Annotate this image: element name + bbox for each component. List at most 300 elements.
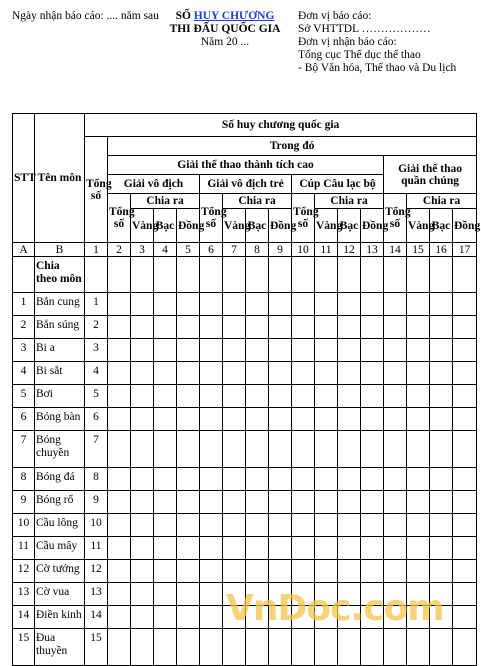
row-value-cell[interactable] — [177, 385, 200, 408]
row-value-cell[interactable] — [407, 583, 430, 606]
table-row — [13, 514, 477, 537]
row-stt: 4 — [13, 362, 35, 385]
column-index-cell: 9 — [269, 243, 292, 257]
table-row — [13, 560, 477, 583]
row-value-cell[interactable] — [108, 583, 131, 606]
row-value-cell[interactable] — [361, 293, 384, 316]
row-value-cell[interactable] — [292, 293, 315, 316]
title-link-huy-chuong[interactable]: HUY CHƯƠNG — [193, 10, 275, 22]
row-value-cell[interactable] — [177, 491, 200, 514]
column-index-cell: 12 — [338, 243, 361, 257]
column-index-cell: 14 — [384, 243, 407, 257]
row-value-cell[interactable] — [361, 537, 384, 560]
header-qc-bac: Bạc — [430, 209, 453, 243]
row-value-cell[interactable] — [108, 339, 131, 362]
row-value-cell[interactable] — [292, 468, 315, 491]
header-qc-vang: Vàng — [407, 209, 430, 243]
row-value-cell[interactable] — [269, 385, 292, 408]
row-value-cell[interactable] — [246, 431, 269, 468]
row-value-cell[interactable] — [269, 606, 292, 629]
row-value-cell[interactable] — [177, 560, 200, 583]
row-value-cell[interactable] — [223, 583, 246, 606]
row-value-cell[interactable] — [407, 362, 430, 385]
row-value-cell[interactable] — [154, 385, 177, 408]
row-value-cell[interactable] — [315, 362, 338, 385]
row-value-cell[interactable] — [292, 385, 315, 408]
row-sport-name: Điền kinh — [35, 606, 85, 629]
row-value-cell[interactable] — [407, 606, 430, 629]
row-value-cell[interactable] — [154, 629, 177, 666]
row-value-cell[interactable] — [384, 468, 407, 491]
row-value-cell[interactable] — [177, 408, 200, 431]
row-value-cell[interactable] — [246, 583, 269, 606]
row-sport-name: Cầu mây — [35, 537, 85, 560]
row-value-cell[interactable] — [430, 629, 453, 666]
row-value-cell[interactable] — [177, 514, 200, 537]
row-value-cell[interactable] — [200, 468, 223, 491]
row-value-cell[interactable] — [200, 293, 223, 316]
row-value-cell[interactable] — [223, 606, 246, 629]
row-value-cell[interactable] — [154, 316, 177, 339]
row-value-cell[interactable] — [453, 362, 477, 385]
row-value-cell[interactable] — [292, 583, 315, 606]
row-sport-name: Cờ tướng — [35, 560, 85, 583]
row-value-cell[interactable] — [430, 408, 453, 431]
row-value-cell[interactable] — [223, 431, 246, 468]
row-value-cell[interactable] — [292, 339, 315, 362]
column-index-cell: 5 — [177, 243, 200, 257]
row-value-cell[interactable] — [131, 583, 154, 606]
row-value-cell[interactable] — [108, 606, 131, 629]
row-value-cell[interactable] — [453, 385, 477, 408]
row-value-cell[interactable] — [154, 514, 177, 537]
row-value-cell[interactable] — [315, 339, 338, 362]
row-stt: 3 — [13, 339, 35, 362]
row-value-cell[interactable] — [338, 468, 361, 491]
row-value-cell[interactable] — [338, 491, 361, 514]
row-value-cell[interactable] — [246, 491, 269, 514]
header-vdt-tong-so: Tổng số — [200, 194, 223, 243]
row-value-cell[interactable] — [361, 468, 384, 491]
row-sport-name: Bóng bàn — [35, 408, 85, 431]
row-value-cell[interactable] — [407, 491, 430, 514]
table-row — [13, 362, 477, 385]
row-value-cell[interactable] — [453, 339, 477, 362]
row-value-cell[interactable] — [361, 583, 384, 606]
row-value-cell[interactable] — [338, 514, 361, 537]
row-value-cell[interactable] — [154, 537, 177, 560]
row-value-cell[interactable] — [315, 431, 338, 468]
row-stt: 13 — [13, 583, 35, 606]
row-value-cell[interactable] — [108, 362, 131, 385]
row-value-cell[interactable] — [154, 293, 177, 316]
row-value-cell[interactable] — [269, 339, 292, 362]
row-value-cell[interactable] — [223, 339, 246, 362]
row-value-cell[interactable] — [430, 362, 453, 385]
row-value-cell[interactable] — [384, 583, 407, 606]
row-value-cell[interactable] — [384, 560, 407, 583]
row-value-cell[interactable] — [108, 408, 131, 431]
row-value-cell[interactable] — [246, 560, 269, 583]
reporting-units — [298, 10, 473, 75]
row-value-cell[interactable] — [177, 431, 200, 468]
row-value-cell[interactable] — [361, 385, 384, 408]
row-value-cell[interactable] — [384, 385, 407, 408]
row-value-cell[interactable] — [292, 362, 315, 385]
row-value-cell[interactable] — [361, 560, 384, 583]
row-value-cell[interactable] — [338, 583, 361, 606]
row-value-cell[interactable] — [407, 293, 430, 316]
receiving-unit-label: Đơn vị nhận báo cáo: — [298, 36, 397, 48]
row-value-cell[interactable] — [453, 293, 477, 316]
header-cup-bac: Bạc — [338, 209, 361, 243]
row-value-cell[interactable] — [246, 385, 269, 408]
row-value-cell[interactable] — [361, 316, 384, 339]
row-value-cell[interactable] — [361, 629, 384, 666]
row-value-cell[interactable] — [384, 629, 407, 666]
row-stt: 7 — [13, 431, 35, 468]
row-value-cell[interactable] — [384, 362, 407, 385]
row-value-cell[interactable] — [246, 537, 269, 560]
row-value-cell[interactable] — [131, 385, 154, 408]
row-value-cell[interactable] — [131, 293, 154, 316]
row-value-cell[interactable] — [315, 537, 338, 560]
row-value-cell[interactable] — [384, 606, 407, 629]
row-value-cell[interactable] — [338, 293, 361, 316]
row-value-cell[interactable] — [131, 362, 154, 385]
row-value-cell[interactable] — [108, 468, 131, 491]
row-value-cell[interactable] — [246, 339, 269, 362]
row-value-cell[interactable] — [177, 606, 200, 629]
row-value-cell[interactable] — [108, 537, 131, 560]
row-value-cell[interactable] — [407, 468, 430, 491]
header-qc-chia-ra: Chia ra — [407, 194, 477, 209]
row-value-cell[interactable] — [292, 629, 315, 666]
table-row — [13, 431, 477, 468]
row-value-cell[interactable] — [269, 560, 292, 583]
row-value-cell[interactable] — [430, 316, 453, 339]
row-value-cell[interactable] — [338, 408, 361, 431]
row-value-cell[interactable] — [430, 385, 453, 408]
header-vd-bac: Bạc — [154, 209, 177, 243]
row-value-cell[interactable] — [246, 316, 269, 339]
row-value-cell[interactable] — [269, 491, 292, 514]
row-value-cell[interactable] — [384, 537, 407, 560]
row-value-cell[interactable] — [407, 560, 430, 583]
row-value-cell[interactable] — [338, 316, 361, 339]
row-value-cell[interactable] — [177, 316, 200, 339]
row-value-cell[interactable] — [453, 316, 477, 339]
row-value-cell[interactable] — [223, 385, 246, 408]
row-value-cell[interactable] — [315, 293, 338, 316]
row-value-cell[interactable] — [407, 339, 430, 362]
row-value-cell[interactable] — [361, 339, 384, 362]
row-value-cell[interactable] — [200, 431, 223, 468]
row-stt: 9 — [13, 491, 35, 514]
row-value-cell[interactable] — [338, 362, 361, 385]
row-value-cell[interactable] — [154, 408, 177, 431]
row-value-cell[interactable] — [200, 408, 223, 431]
column-index-cell: 1 — [85, 243, 108, 257]
row-value-cell[interactable] — [223, 362, 246, 385]
row-value-cell[interactable] — [177, 629, 200, 666]
row-value-cell[interactable] — [315, 491, 338, 514]
receiving-unit-2: - Bộ Văn hóa, Thể thao và Du lịch — [298, 62, 457, 74]
row-value-cell[interactable] — [269, 293, 292, 316]
row-value-cell[interactable] — [384, 514, 407, 537]
row-value-cell[interactable] — [430, 583, 453, 606]
row-value-cell[interactable] — [315, 316, 338, 339]
row-value-cell[interactable] — [269, 408, 292, 431]
row-value-cell[interactable] — [269, 316, 292, 339]
row-value-cell[interactable] — [223, 537, 246, 560]
row-value-cell[interactable] — [269, 583, 292, 606]
row-value-cell[interactable] — [177, 362, 200, 385]
row-value-cell[interactable] — [407, 316, 430, 339]
row-value-cell[interactable] — [269, 537, 292, 560]
row-value-cell[interactable] — [200, 385, 223, 408]
table-row — [13, 583, 477, 606]
row-value-cell[interactable] — [407, 408, 430, 431]
row-value-cell[interactable] — [430, 514, 453, 537]
row-value-cell[interactable] — [200, 316, 223, 339]
row-value-cell[interactable] — [338, 385, 361, 408]
row-value-cell[interactable] — [200, 339, 223, 362]
row-value-cell[interactable] — [269, 629, 292, 666]
row-value-cell[interactable] — [453, 560, 477, 583]
row-value-cell[interactable] — [407, 385, 430, 408]
row-value-cell[interactable] — [338, 537, 361, 560]
row-value-cell[interactable] — [246, 514, 269, 537]
row-value-cell[interactable] — [223, 560, 246, 583]
row-value-cell[interactable] — [315, 629, 338, 666]
row-value-cell[interactable] — [315, 560, 338, 583]
row-value-cell[interactable] — [131, 560, 154, 583]
row-value-cell[interactable] — [292, 560, 315, 583]
row-value-cell[interactable] — [269, 514, 292, 537]
header-trong-do: Trong đó — [108, 137, 477, 156]
row-sport-name: Bóng đá — [35, 468, 85, 491]
row-value-cell[interactable] — [177, 468, 200, 491]
row-value-cell[interactable] — [108, 293, 131, 316]
row-value-cell[interactable] — [200, 491, 223, 514]
row-value-cell[interactable] — [154, 431, 177, 468]
row-value-cell[interactable] — [338, 560, 361, 583]
row-value-cell[interactable] — [108, 431, 131, 468]
row-sport-name: Đua thuyền — [35, 629, 85, 666]
row-value-cell[interactable] — [200, 537, 223, 560]
row-sport-name: Bi sắt — [35, 362, 85, 385]
row-value-cell[interactable] — [108, 629, 131, 666]
row-value-cell[interactable] — [407, 629, 430, 666]
row-value-cell[interactable] — [108, 385, 131, 408]
row-stt: 8 — [13, 468, 35, 491]
row-value-cell[interactable] — [453, 468, 477, 491]
row-value-cell[interactable] — [223, 316, 246, 339]
row-value-cell[interactable] — [361, 606, 384, 629]
row-value-cell[interactable] — [384, 408, 407, 431]
row-value-cell[interactable] — [269, 362, 292, 385]
row-value-cell[interactable] — [338, 431, 361, 468]
row-value-cell[interactable] — [246, 362, 269, 385]
row-value-cell[interactable] — [154, 606, 177, 629]
header-quan-chung: Giải thể thao quần chúng — [384, 156, 477, 194]
row-value-cell[interactable] — [361, 362, 384, 385]
row-value-cell[interactable] — [131, 537, 154, 560]
row-value-cell[interactable] — [453, 537, 477, 560]
row-value-cell[interactable] — [154, 339, 177, 362]
row-value-cell[interactable] — [338, 339, 361, 362]
row-value-cell[interactable] — [361, 431, 384, 468]
header-tong-so: Tổng số — [85, 137, 108, 243]
row-value-cell[interactable] — [292, 431, 315, 468]
title-prefix: SỐ — [175, 10, 191, 22]
column-index-cell: 17 — [453, 243, 477, 257]
row-value-cell[interactable] — [292, 514, 315, 537]
row-value-cell[interactable] — [384, 491, 407, 514]
row-value-cell[interactable] — [292, 606, 315, 629]
row-value-cell[interactable] — [269, 468, 292, 491]
header-ten-mon: Tên môn — [35, 114, 85, 243]
row-value-cell[interactable] — [154, 362, 177, 385]
row-value-cell[interactable] — [246, 629, 269, 666]
row-value-cell[interactable] — [223, 408, 246, 431]
row-value-cell[interactable] — [453, 583, 477, 606]
row-value-cell[interactable] — [315, 468, 338, 491]
row-value-cell[interactable] — [108, 491, 131, 514]
row-value-cell[interactable] — [407, 431, 430, 468]
row-value-cell[interactable] — [200, 362, 223, 385]
row-value-cell[interactable] — [292, 408, 315, 431]
row-value-cell[interactable] — [430, 468, 453, 491]
row-code: 11 — [85, 537, 108, 560]
row-value-cell[interactable] — [223, 293, 246, 316]
row-value-cell[interactable] — [315, 514, 338, 537]
row-value-cell[interactable] — [108, 560, 131, 583]
medal-table — [12, 113, 481, 666]
row-value-cell[interactable] — [384, 339, 407, 362]
row-value-cell[interactable] — [384, 431, 407, 468]
row-value-cell[interactable] — [131, 514, 154, 537]
row-value-cell[interactable] — [453, 408, 477, 431]
row-value-cell[interactable] — [177, 339, 200, 362]
row-value-cell[interactable] — [108, 514, 131, 537]
row-value-cell[interactable] — [131, 431, 154, 468]
row-value-cell[interactable] — [430, 293, 453, 316]
row-value-cell[interactable] — [177, 537, 200, 560]
row-value-cell[interactable] — [200, 583, 223, 606]
row-value-cell[interactable] — [177, 293, 200, 316]
column-index-cell: 8 — [246, 243, 269, 257]
row-value-cell[interactable] — [453, 514, 477, 537]
row-value-cell[interactable] — [200, 629, 223, 666]
row-value-cell[interactable] — [246, 408, 269, 431]
row-value-cell[interactable] — [154, 468, 177, 491]
table-row — [13, 385, 477, 408]
row-value-cell[interactable] — [292, 537, 315, 560]
row-value-cell[interactable] — [315, 606, 338, 629]
header-vd-tong-so: Tổng số — [108, 194, 131, 243]
row-value-cell[interactable] — [453, 431, 477, 468]
row-value-cell[interactable] — [361, 514, 384, 537]
row-value-cell[interactable] — [430, 560, 453, 583]
row-value-cell[interactable] — [315, 408, 338, 431]
row-stt: 14 — [13, 606, 35, 629]
row-value-cell[interactable] — [453, 629, 477, 666]
row-value-cell[interactable] — [430, 537, 453, 560]
row-value-cell[interactable] — [292, 316, 315, 339]
row-value-cell[interactable] — [453, 606, 477, 629]
header-vdt-bac: Bạc — [246, 209, 269, 243]
row-value-cell[interactable] — [430, 431, 453, 468]
row-value-cell[interactable] — [338, 629, 361, 666]
row-value-cell[interactable] — [223, 629, 246, 666]
row-value-cell[interactable] — [453, 491, 477, 514]
row-value-cell[interactable] — [223, 514, 246, 537]
row-value-cell[interactable] — [407, 537, 430, 560]
row-value-cell[interactable] — [131, 606, 154, 629]
row-value-cell[interactable] — [223, 468, 246, 491]
row-code: 13 — [85, 583, 108, 606]
row-value-cell[interactable] — [131, 491, 154, 514]
row-value-cell[interactable] — [131, 316, 154, 339]
row-value-cell[interactable] — [154, 560, 177, 583]
table-row — [13, 339, 477, 362]
column-index-cell: 10 — [292, 243, 315, 257]
row-value-cell[interactable] — [384, 293, 407, 316]
row-sport-name: Bi a — [35, 339, 85, 362]
row-code: 14 — [85, 606, 108, 629]
column-index-cell: 13 — [361, 243, 384, 257]
row-code: 5 — [85, 385, 108, 408]
column-index-cell: 15 — [407, 243, 430, 257]
row-stt: 15 — [13, 629, 35, 666]
row-value-cell[interactable] — [430, 491, 453, 514]
row-value-cell[interactable] — [361, 491, 384, 514]
header-giai-vo-dich: Giải vô địch — [108, 175, 200, 194]
row-value-cell[interactable] — [430, 606, 453, 629]
row-value-cell[interactable] — [223, 491, 246, 514]
row-value-cell[interactable] — [154, 583, 177, 606]
row-value-cell[interactable] — [200, 514, 223, 537]
row-value-cell[interactable] — [246, 606, 269, 629]
row-value-cell[interactable] — [292, 491, 315, 514]
row-value-cell[interactable] — [131, 468, 154, 491]
reporting-unit-label: Đơn vị báo cáo: — [298, 10, 372, 22]
header-cup-tong-so: Tổng số — [292, 194, 315, 243]
reporting-unit-value: Sở VHTTDL ……………… — [298, 23, 431, 35]
row-value-cell[interactable] — [269, 431, 292, 468]
row-value-cell[interactable] — [430, 339, 453, 362]
row-value-cell[interactable] — [315, 385, 338, 408]
row-value-cell[interactable] — [200, 606, 223, 629]
row-value-cell[interactable] — [361, 408, 384, 431]
row-value-cell[interactable] — [131, 408, 154, 431]
row-value-cell[interactable] — [338, 606, 361, 629]
row-value-cell[interactable] — [108, 316, 131, 339]
header-so-huy-chuong: Số huy chương quốc gia — [85, 114, 477, 137]
row-value-cell[interactable] — [200, 560, 223, 583]
row-value-cell[interactable] — [154, 491, 177, 514]
row-value-cell[interactable] — [246, 468, 269, 491]
row-value-cell[interactable] — [315, 583, 338, 606]
row-value-cell[interactable] — [131, 339, 154, 362]
row-value-cell[interactable] — [384, 316, 407, 339]
row-value-cell[interactable] — [177, 583, 200, 606]
row-value-cell[interactable] — [246, 293, 269, 316]
row-value-cell[interactable] — [131, 629, 154, 666]
row-value-cell[interactable] — [407, 514, 430, 537]
